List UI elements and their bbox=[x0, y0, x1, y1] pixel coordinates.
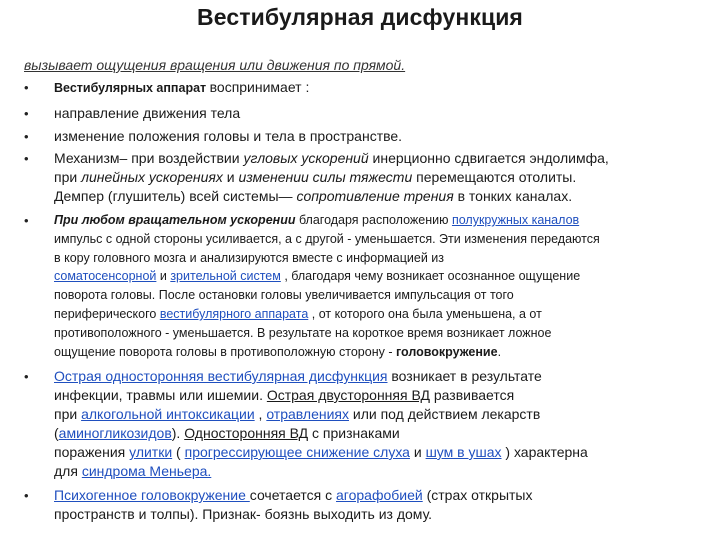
text-span: периферического bbox=[54, 306, 160, 321]
text-line: импульс с одной стороны усиливается, а с другой - уменьшается. Эти изменения передаются bbox=[54, 231, 600, 246]
text-span: и bbox=[222, 169, 239, 185]
bullet-icon: • bbox=[24, 106, 29, 121]
link-vestibular-apparatus[interactable]: вестибулярного аппарата bbox=[159, 306, 309, 321]
text-span: сопротивление трения bbox=[296, 188, 454, 204]
link-acute-unilateral-dysfunction[interactable]: Острая односторонняя вестибулярная дисфункция bbox=[54, 368, 388, 384]
text-span: , благодаря чему возникает осознанное ощущение bbox=[280, 269, 581, 284]
text-line: пространств и толпы). Признак- боязнь выходить из дому. bbox=[54, 506, 433, 522]
text-span: (страх открытых bbox=[422, 487, 533, 503]
text-span: Механизм– при воздействии bbox=[54, 150, 244, 166]
bullet-bold-text: Вестибулярных аппарат bbox=[54, 81, 210, 95]
link-meniere-syndrome[interactable]: синдрома Меньера. bbox=[81, 463, 212, 479]
text-span: при bbox=[54, 169, 82, 185]
text-span: с признаками bbox=[308, 425, 400, 441]
bullet-icon: • bbox=[24, 80, 29, 95]
bullet-text: изменение положения головы и тела в пространстве. bbox=[54, 128, 403, 144]
link-agoraphobia[interactable]: агорафобией bbox=[336, 487, 423, 503]
link-hearing-loss[interactable]: прогрессирующее снижение слуха bbox=[184, 444, 410, 460]
link-poisoning[interactable]: отравлениях bbox=[266, 406, 349, 422]
bullet-icon: • bbox=[24, 213, 29, 228]
link-somatosensory[interactable]: соматосенсорной bbox=[54, 269, 157, 284]
text-span: При любом вращательном ускорении bbox=[54, 213, 296, 227]
text-span: , bbox=[254, 406, 267, 422]
slide-title: Вестибулярная дисфункция bbox=[197, 4, 523, 30]
bullet-icon: • bbox=[24, 129, 29, 144]
text-line: в кору головного мозга и анализируются вместе с информацией из bbox=[54, 250, 445, 265]
link-psychogenic-vertigo[interactable]: Психогенное головокружение bbox=[54, 487, 250, 503]
text-span: ). bbox=[171, 425, 185, 441]
text-span: для bbox=[54, 463, 82, 479]
bullet-text: направление движения тела bbox=[54, 105, 241, 121]
link-alcohol-intoxication[interactable]: алкогольной интоксикации bbox=[81, 406, 255, 422]
text-span: ощущение поворота головы в противоположную сторону - bbox=[54, 344, 396, 359]
text-span: в тонких каналах. bbox=[453, 188, 573, 204]
text-span: сочетается с bbox=[249, 487, 337, 503]
text-span: перемещаются отолиты. bbox=[412, 169, 577, 185]
text-span: изменении силы тяжести bbox=[238, 169, 413, 185]
link-tinnitus[interactable]: шум в ушах bbox=[425, 444, 502, 460]
link-aminoglycosides[interactable]: аминогликозидов bbox=[58, 425, 172, 441]
text-span: возникает в результате bbox=[387, 368, 542, 384]
slide-subtitle: вызывает ощущения вращения или движения по прямой. bbox=[24, 57, 406, 73]
text-span: инфекции, травмы или ишемии. bbox=[54, 387, 267, 403]
bullet-icon: • bbox=[24, 369, 29, 384]
text-line: противоположного - уменьшается. В результате на короткое время возникает ложное bbox=[54, 325, 552, 340]
bullet-icon: • bbox=[24, 151, 29, 166]
text-span: . bbox=[497, 344, 502, 359]
text-span: благодаря расположению bbox=[295, 213, 452, 227]
text-span: Демпер (глушитель) всей системы— bbox=[54, 188, 297, 204]
text-span: ( bbox=[172, 444, 185, 460]
text-span: инерционно сдвигается эндолимфа, bbox=[368, 150, 609, 166]
text-span: ( bbox=[54, 425, 59, 441]
link-cochlea[interactable]: улитки bbox=[129, 444, 173, 460]
text-span: при bbox=[54, 406, 82, 422]
text-span: или под действием лекарств bbox=[349, 406, 541, 422]
text-span: линейных ускорениях bbox=[81, 169, 223, 185]
text-span: Острая двусторонняя ВД bbox=[266, 387, 430, 403]
text-span: головокружение bbox=[395, 344, 498, 359]
link-semicircular-canals[interactable]: полукружных каналов bbox=[451, 213, 580, 227]
text-span: и bbox=[156, 269, 171, 284]
bullet-icon: • bbox=[24, 488, 29, 503]
text-span: поражения bbox=[54, 444, 130, 460]
text-span: ) характерна bbox=[501, 444, 588, 460]
text-span: развивается bbox=[429, 387, 515, 403]
text-span: Односторонняя ВД bbox=[184, 425, 309, 441]
link-visual-system[interactable]: зрительной систем bbox=[170, 269, 281, 284]
text-span: и bbox=[409, 444, 426, 460]
text-span: угловых ускорений bbox=[243, 150, 369, 166]
bullet-text: воспринимает : bbox=[209, 79, 310, 95]
text-line: поворота головы. После остановки головы увеличивается импульсация от того bbox=[54, 288, 514, 303]
text-span: , от которого она была уменьшена, а от bbox=[308, 306, 542, 321]
